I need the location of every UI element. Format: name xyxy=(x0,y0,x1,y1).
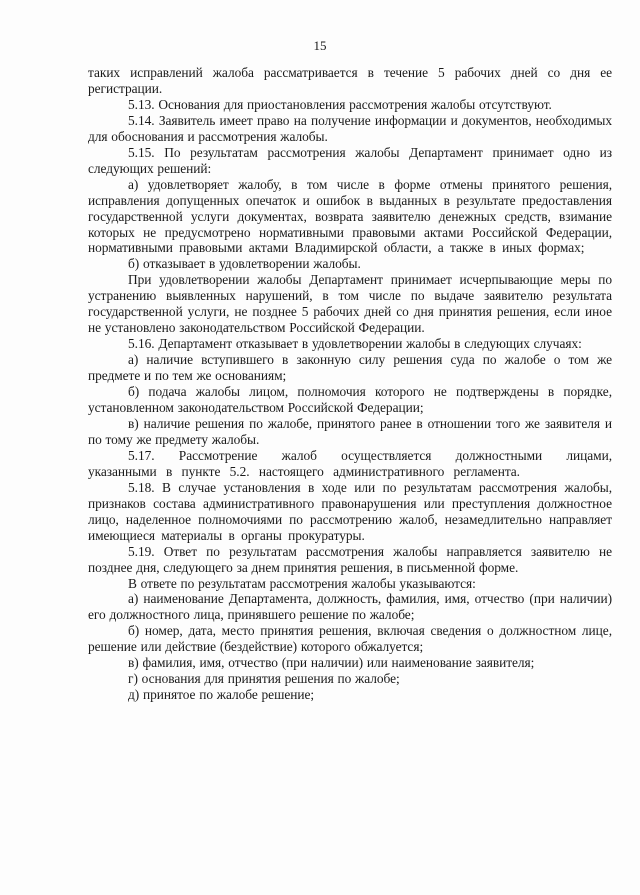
paragraph-response-b: б) номер, дата, место принятия решения, включая сведения о должностном лице, решение или действие (бездействие) которого обжалуется; xyxy=(88,623,612,655)
paragraph-5-16: 5.16. Департамент отказывает в удовлетворении жалобы в следующих случаях: xyxy=(128,336,582,352)
document-body xyxy=(88,65,612,703)
paragraph-5-19: 5.19. Ответ по результатам рассмотрения жалобы направляется заявителю не позднее дня, следующего за днем принятия решения, в письменной форме. xyxy=(88,543,612,575)
paragraph-response-e: д) принятое по жалобе решение; xyxy=(128,687,315,703)
paragraph-5-16-a: а) наличие вступившего в законную силу решения суда по жалобе о том же предмете и по тем же основаниям; xyxy=(88,352,612,384)
paragraph-5-14: 5.14. Заявитель имеет право на получение информации и документов, необходимых для обоснования и рассмотрения жалобы. xyxy=(88,112,612,144)
paragraph-response-a: а) наименование Департамента, должность, фамилия, имя, отчество (при наличии) его должностного лица, принявшего решение по жалобе; xyxy=(88,591,612,623)
paragraph-5-16-c: в) наличие решения по жалобе, принятого ранее в отношении того же заявителя и по тому же предмету жалобы. xyxy=(88,415,612,447)
paragraph-5-16-b: б) подача жалобы лицом, полномочия которого не подтверждены в порядке, установленном законодательством Российской Федерации; xyxy=(88,384,612,416)
paragraph-5-18: 5.18. В случае установления в ходе или по результатам рассмотрения жалобы, признаков состава административного правонарушения или преступления должностное лицо, наделенное полномочиями по рассмотрению жалоб, незамедлительно направляет имеющиеся материалы в органы прокуратуры. xyxy=(88,479,612,543)
paragraph-continuation: таких исправлений жалоба рассматривается в течение 5 рабочих дней со дня ее регистрации. xyxy=(88,65,612,96)
paragraph-5-17: 5.17. Рассмотрение жалоб осуществляется должностными лицами, указанными в пункте 5.2. настоящего административного регламента. xyxy=(88,447,612,479)
paragraph-response-c: в) фамилия, имя, отчество (при наличии) или наименование заявителя; xyxy=(128,655,535,671)
paragraph-5-13: 5.13. Основания для приостановления рассмотрения жалобы отсутствуют. xyxy=(128,96,552,112)
paragraph-5-15-a: а) удовлетворяет жалобу, в том числе в форме отмены принятого решения, исправления допущенных опечаток и ошибок в выданных в результате предоставления государственной услуги документах, возврата заявителю денежных средств, взимание которых не предусмотрено нормативными правовыми актами Российской Федерации, нормативными правовыми актами Владимирской области, а также в иных формах; xyxy=(88,176,612,256)
paragraph-response-contents: В ответе по результатам рассмотрения жалобы указываются: xyxy=(128,575,476,591)
page-number: 15 xyxy=(313,38,327,53)
paragraph-5-15-b: б) отказывает в удовлетворении жалобы. xyxy=(128,256,361,272)
paragraph-5-15: 5.15. По результатам рассмотрения жалобы Департамент принимает одно из следующих решений: xyxy=(88,144,612,176)
paragraph-satisfaction-measures: При удовлетворении жалобы Департамент принимает исчерпывающие меры по устранению выявленных нарушений, в том числе по выдаче заявителю результата государственной услуги, не позднее 5 рабочих дней со дня принятия решения, если иное не установлено законодательством Российской Федерации. xyxy=(88,272,612,336)
paragraph-response-d: г) основания для принятия решения по жалобе; xyxy=(128,671,400,687)
